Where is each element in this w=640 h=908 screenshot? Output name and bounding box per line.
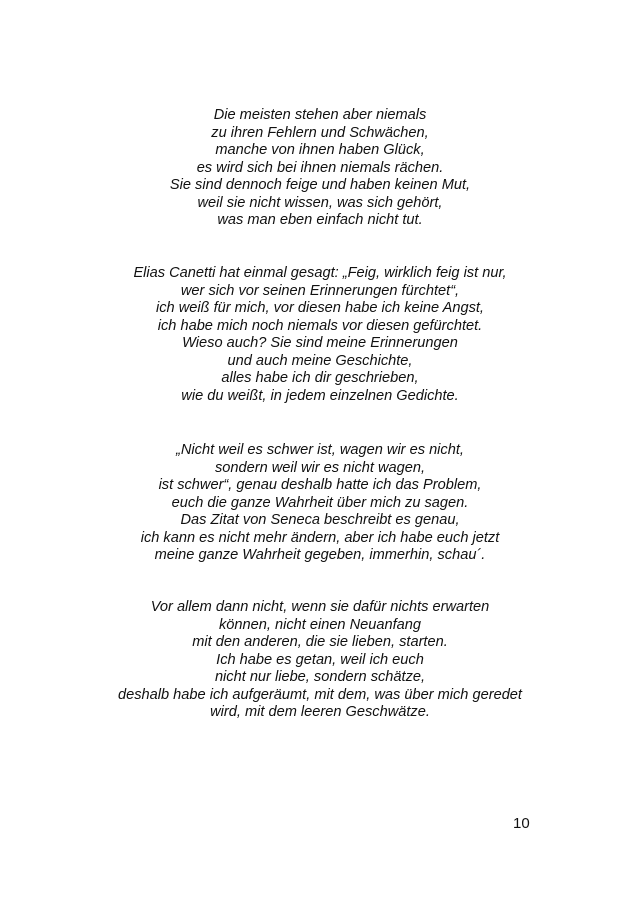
verse-line: „Nicht weil es schwer ist, wagen wir es nicht, bbox=[176, 442, 464, 458]
verse-line: zu ihren Fehlern und Schwächen, bbox=[211, 124, 429, 141]
stanza-3 bbox=[0, 442, 640, 565]
verse-line: wird, mit dem leeren Geschwätze. bbox=[210, 704, 430, 720]
stanza-4 bbox=[0, 599, 640, 722]
verse-line: euch die ganze Wahrheit über mich zu sagen. bbox=[171, 494, 469, 511]
stanza-2 bbox=[0, 265, 640, 405]
verse-line: Das Zitat von Seneca beschreibt es genau, bbox=[180, 512, 460, 528]
verse-line: sondern weil wir es nicht wagen, bbox=[214, 459, 426, 476]
verse-line: wie du weißt, in jedem einzelnen Gedichte. bbox=[181, 387, 459, 404]
verse-line: alles habe ich dir geschrieben, bbox=[221, 370, 419, 386]
verse-line: meine ganze Wahrheit gegeben, immerhin, schau´. bbox=[154, 547, 486, 563]
stanza-1 bbox=[0, 107, 640, 230]
verse-line: es wird sich bei ihnen niemals rächen. bbox=[196, 159, 444, 176]
verse-line: Wieso auch? Sie sind meine Erinnerungen bbox=[182, 335, 458, 351]
verse-line: können, nicht einen Neuanfang bbox=[218, 616, 422, 633]
verse-line: und auch meine Geschichte, bbox=[227, 352, 413, 369]
verse-line: Vor allem dann nicht, wenn sie dafür nichts erwarten bbox=[150, 599, 490, 615]
page-number: 10 bbox=[513, 815, 530, 832]
verse-line: manche von ihnen haben Glück, bbox=[215, 142, 425, 158]
verse-line: wer sich vor seinen Erinnerungen fürchtet“, bbox=[180, 282, 460, 299]
verse-line: Elias Canetti hat einmal gesagt: „Feig, wirklich feig ist nur, bbox=[133, 265, 507, 281]
verse-line: was man eben einfach nicht tut. bbox=[217, 212, 423, 228]
verse-line: ist schwer“, genau deshalb hatte ich das Problem, bbox=[158, 477, 482, 493]
verse-line: Die meisten stehen aber niemals bbox=[213, 107, 427, 123]
verse-line: Ich habe es getan, weil ich euch bbox=[216, 651, 424, 668]
verse-line: weil sie nicht wissen, was sich gehört, bbox=[197, 194, 443, 211]
verse-line: Sie sind dennoch feige und haben keinen Mut, bbox=[169, 177, 471, 193]
verse-line: deshalb habe ich aufgeräumt, mit dem, was über mich geredet bbox=[118, 686, 522, 703]
verse-line: ich weiß für mich, vor diesen habe ich keine Angst, bbox=[156, 300, 484, 316]
verse-line: nicht nur liebe, sondern schätze, bbox=[214, 669, 426, 685]
verse-line: ich habe mich noch niemals vor diesen gefürchtet. bbox=[157, 317, 483, 334]
verse-line: ich kann es nicht mehr ändern, aber ich habe euch jetzt bbox=[140, 529, 500, 546]
verse-line: mit den anderen, die sie lieben, starten. bbox=[192, 634, 448, 650]
